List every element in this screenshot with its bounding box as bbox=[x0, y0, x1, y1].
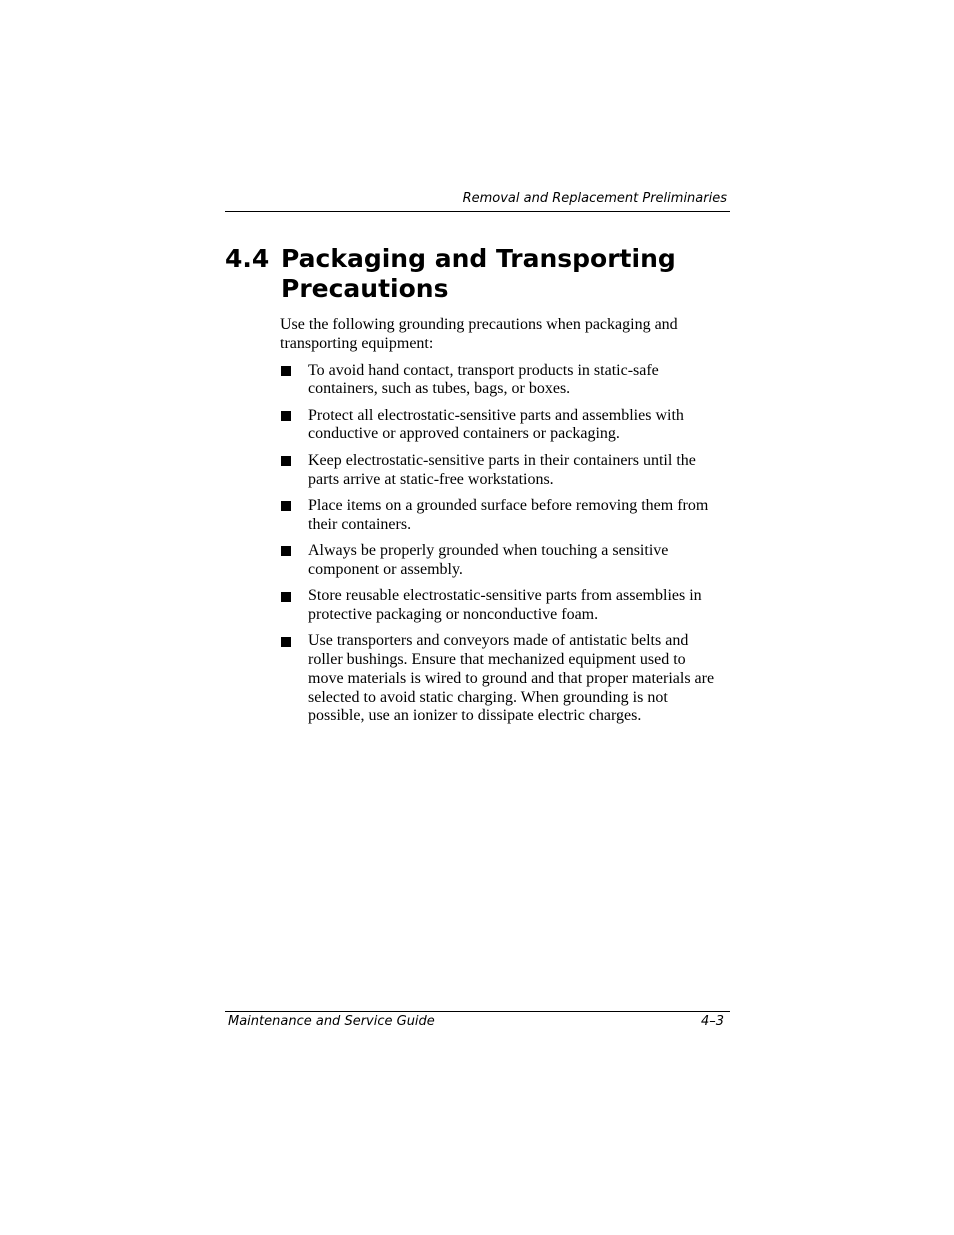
list-item-text: Protect all electrostatic-sensitive parts and assemblies with conductive or approved containers or packaging. bbox=[308, 406, 684, 443]
footer-guide-title: Maintenance and Service Guide bbox=[228, 1014, 435, 1029]
running-header: Removal and Replacement Preliminaries bbox=[462, 191, 727, 206]
list-item bbox=[280, 407, 725, 445]
list-item bbox=[280, 362, 725, 400]
square-bullet-icon bbox=[281, 637, 291, 647]
section-body bbox=[280, 316, 725, 734]
list-item bbox=[280, 497, 725, 535]
intro-paragraph: Use the following grounding precautions when packaging and transporting equipment: bbox=[280, 316, 678, 352]
list-item-text: Always be properly grounded when touching a sensitive component or assembly. bbox=[308, 541, 669, 578]
header-rule bbox=[225, 211, 730, 212]
list-item-text: Store reusable electrostatic-sensitive parts from assemblies in protective packaging or nonconductive foam. bbox=[308, 587, 702, 623]
list-item bbox=[280, 542, 725, 580]
precautions-list bbox=[280, 362, 725, 727]
footer-page-number: 4–3 bbox=[700, 1014, 724, 1029]
square-bullet-icon bbox=[281, 501, 291, 511]
section-heading bbox=[225, 244, 730, 304]
footer-rule bbox=[225, 1011, 730, 1012]
section-title-line1: Packaging and Transporting bbox=[281, 244, 676, 273]
list-item bbox=[280, 452, 725, 490]
square-bullet-icon bbox=[281, 546, 291, 556]
list-item bbox=[280, 632, 725, 726]
list-item-text: Use transporters and conveyors made of antistatic belts and roller bushings. Ensure that mechanized equipment used to move materials is wired to ground and that proper materials are selected to avoid static charging. When grounding is not possible, use an ionizer to dissipate electric charges. bbox=[308, 632, 715, 725]
list-item-text: Keep electrostatic-sensitive parts in their containers until the parts arrive at static-free workstations. bbox=[308, 451, 696, 488]
list-item-text: Place items on a grounded surface before removing them from their containers. bbox=[308, 496, 709, 533]
square-bullet-icon bbox=[281, 456, 291, 466]
list-item-text: To avoid hand contact, transport products in static-safe containers, such as tubes, bags, or boxes. bbox=[308, 361, 659, 398]
list-item bbox=[280, 587, 725, 625]
section-title-line2: Precautions bbox=[281, 274, 449, 303]
square-bullet-icon bbox=[281, 592, 291, 602]
square-bullet-icon bbox=[281, 411, 291, 421]
section-number: 4.4 bbox=[225, 244, 270, 273]
square-bullet-icon bbox=[281, 366, 291, 376]
